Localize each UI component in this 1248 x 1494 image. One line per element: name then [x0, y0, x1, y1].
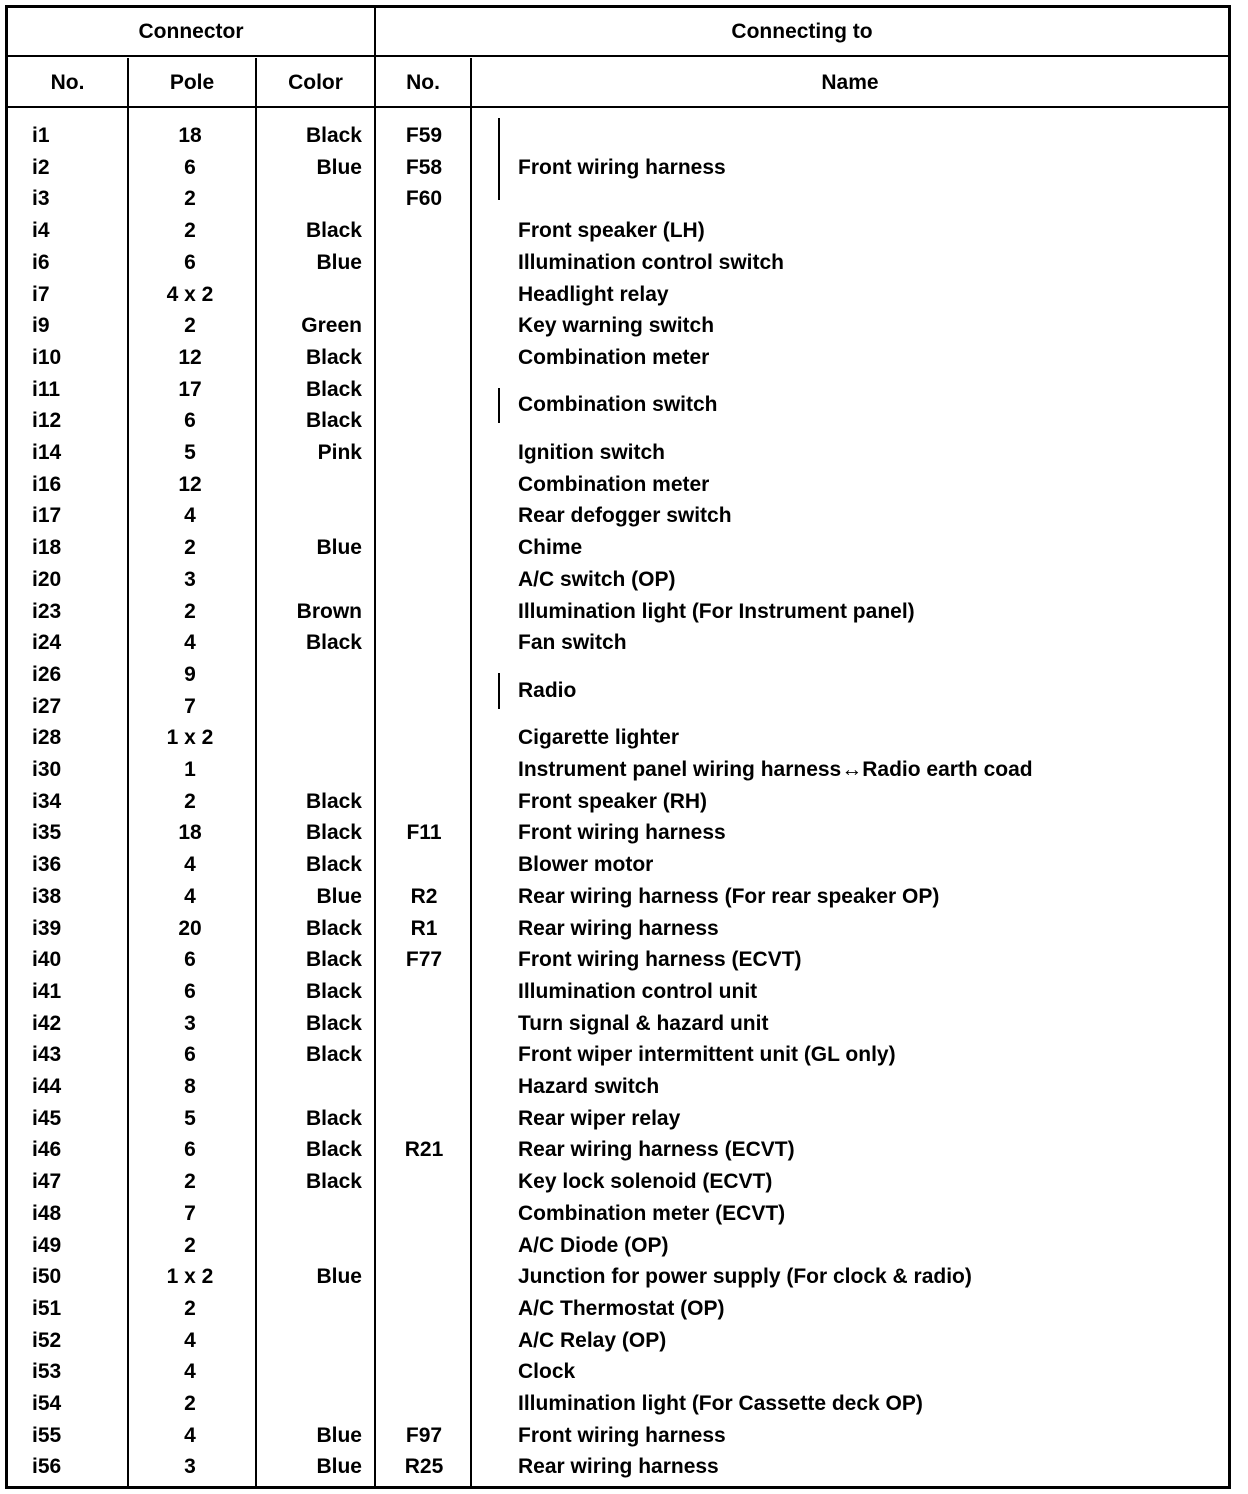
row-name: Combination meter [518, 472, 710, 496]
row-no: i41 [32, 979, 62, 1003]
row-no: i12 [32, 409, 62, 433]
row-no: i52 [32, 1328, 62, 1352]
group-bracket [498, 388, 500, 424]
row-no: i47 [32, 1170, 62, 1194]
row-pole: 4 x 2 [166, 282, 214, 306]
row-color: Blue [316, 1455, 362, 1479]
row-name: Illumination light (For Cassette deck OP) [518, 1392, 923, 1415]
row-name: Clock [518, 1360, 576, 1384]
row-pole: 6 [184, 1138, 196, 1162]
row-no: i42 [32, 1011, 62, 1035]
row-pole: 12 [178, 345, 202, 369]
row-color: Black [305, 124, 362, 147]
row-no: i49 [32, 1233, 62, 1257]
row-no: i14 [32, 441, 62, 464]
row-no: i45 [32, 1106, 62, 1130]
row-pole: 1 x 2 [166, 1265, 214, 1289]
row-pole: 5 [184, 1106, 196, 1130]
row-name: Combination meter (ECVT) [518, 1201, 786, 1225]
row-pole: 2 [184, 219, 196, 243]
row-no: i2 [32, 155, 50, 179]
row-no: i26 [32, 662, 62, 686]
row-name: Front wiper intermittent unit (GL only) [518, 1043, 896, 1067]
col-divider [127, 58, 129, 1489]
row-name: A/C switch (OP) [518, 567, 676, 591]
header-divider [8, 106, 1228, 108]
row-name: Front speaker (RH) [518, 789, 708, 813]
row-name: Rear wiring harness [518, 1455, 719, 1479]
row-no: i51 [32, 1296, 62, 1320]
row-no: i24 [32, 631, 62, 655]
header-divider [8, 55, 1228, 57]
row-pole: 4 [184, 504, 196, 528]
col-divider [470, 58, 472, 1489]
row-color: Blue [316, 1265, 362, 1289]
group-bracket [498, 673, 500, 709]
row-name: Front wiring harness [518, 155, 726, 179]
row-pole: 1 [184, 758, 196, 781]
row-pole: 3 [184, 1011, 196, 1035]
row-conn-no: F77 [405, 948, 443, 972]
col-divider [255, 58, 257, 1489]
row-name: Illumination control switch [518, 250, 785, 274]
row-conn-no: F59 [405, 124, 443, 147]
row-pole: 7 [184, 694, 196, 718]
row-pole: 2 [184, 1233, 196, 1257]
row-pole: 9 [184, 662, 196, 686]
row-no: i4 [32, 219, 50, 243]
row-color: Black [305, 821, 362, 845]
row-no: i10 [32, 345, 62, 369]
row-conn-no: F58 [405, 155, 443, 179]
row-no: i11 [32, 377, 61, 401]
row-pole: 8 [184, 1075, 196, 1098]
row-name: Front speaker (LH) [518, 219, 705, 243]
row-pole: 4 [184, 1423, 196, 1447]
row-no: i38 [32, 884, 62, 908]
row-no: i40 [32, 948, 62, 972]
col-header-no: No. [50, 71, 85, 94]
row-pole: 4 [184, 1360, 196, 1384]
row-pole: 2 [184, 536, 196, 560]
row-no: i3 [32, 187, 50, 211]
row-pole: 4 [184, 631, 196, 655]
group-bracket [498, 118, 500, 200]
row-no: i1 [32, 124, 50, 147]
row-color: Black [305, 631, 362, 655]
row-pole: 6 [184, 155, 196, 179]
row-name: Headlight relay [518, 282, 669, 306]
row-name: Cigarette lighter [518, 726, 680, 750]
row-color: Blue [316, 250, 362, 274]
row-color: Blue [316, 884, 362, 908]
row-color: Black [305, 979, 362, 1003]
row-color: Black [305, 1170, 362, 1194]
row-pole: 6 [184, 409, 196, 433]
row-pole: 17 [178, 377, 202, 401]
row-name: Rear wiper relay [518, 1106, 681, 1130]
col-header-pole: Pole [169, 71, 215, 94]
row-no: i55 [32, 1423, 62, 1447]
row-name: Hazard switch [518, 1075, 660, 1098]
row-conn-no: R25 [404, 1455, 444, 1479]
row-name: Front wiring harness [518, 821, 726, 845]
row-no: i17 [32, 504, 62, 528]
row-name: Illumination control unit [518, 979, 758, 1003]
row-color: Green [301, 314, 362, 338]
row-name: Blower motor [518, 853, 654, 877]
row-name-grouped: Combination switch [518, 393, 718, 417]
row-name: Key lock solenoid (ECVT) [518, 1170, 773, 1194]
row-pole: 2 [184, 789, 196, 813]
row-conn-no: F97 [405, 1423, 443, 1447]
row-color: Black [305, 377, 362, 401]
row-name: Rear defogger switch [518, 504, 732, 528]
row-color: Black [305, 219, 362, 243]
row-no: i16 [32, 472, 62, 496]
row-pole: 2 [184, 1296, 196, 1320]
row-no: i18 [32, 536, 62, 560]
row-no: i36 [32, 853, 62, 877]
group-header-connector: Connector [138, 20, 244, 43]
row-color: Black [305, 345, 362, 369]
row-conn-no: R2 [410, 884, 438, 908]
row-name: Rear wiring harness [518, 916, 719, 940]
row-name: Combination meter [518, 345, 710, 369]
row-pole: 4 [184, 1328, 196, 1352]
row-no: i27 [32, 694, 62, 718]
row-color: Black [305, 789, 362, 813]
row-no: i56 [32, 1455, 62, 1479]
row-pole: 2 [184, 1392, 196, 1415]
row-color: Blue [316, 155, 362, 179]
row-no: i23 [32, 599, 62, 623]
row-pole: 18 [178, 124, 202, 147]
row-pole: 6 [184, 979, 196, 1003]
row-name: Junction for power supply (For clock & radio) [518, 1265, 972, 1289]
row-no: i44 [32, 1075, 62, 1098]
row-pole: 20 [178, 916, 202, 940]
row-name: Illumination light (For Instrument panel) [518, 599, 915, 623]
row-name: Rear wiring harness (For rear speaker OP) [518, 884, 940, 908]
col-header-color: Color [288, 71, 343, 94]
row-color: Pink [317, 441, 362, 464]
row-conn-no: F60 [405, 187, 443, 211]
row-pole: 18 [178, 821, 202, 845]
row-no: i20 [32, 567, 62, 591]
row-color: Black [305, 916, 362, 940]
row-pole: 12 [178, 472, 202, 496]
row-pole: 3 [184, 567, 196, 591]
row-color: Black [305, 1011, 362, 1035]
row-no: i6 [32, 250, 50, 274]
row-pole: 1 x 2 [166, 726, 214, 750]
row-color: Black [305, 1138, 362, 1162]
row-pole: 2 [184, 314, 196, 338]
row-pole: 6 [184, 1043, 196, 1067]
row-name-grouped: Radio [518, 678, 577, 702]
row-color: Black [305, 1106, 362, 1130]
row-pole: 4 [184, 853, 196, 877]
row-color: Black [305, 853, 362, 877]
row-name: Fan switch [518, 631, 627, 655]
row-no: i30 [32, 758, 62, 781]
row-color: Brown [296, 599, 362, 623]
row-name: Rear wiring harness (ECVT) [518, 1138, 795, 1162]
row-name: A/C Relay (OP) [518, 1328, 667, 1352]
row-pole: 4 [184, 884, 196, 908]
row-pole: 3 [184, 1455, 196, 1479]
row-name: Ignition switch [518, 441, 665, 464]
col-header-conn-no: No. [406, 71, 440, 94]
row-name: Instrument panel wiring harness↔Radio earth coad [518, 758, 1033, 781]
row-color: Blue [316, 1423, 362, 1447]
row-name: A/C Thermostat (OP) [518, 1296, 725, 1320]
row-no: i46 [32, 1138, 62, 1162]
row-no: i53 [32, 1360, 62, 1384]
row-pole: 5 [184, 441, 196, 464]
row-color: Black [305, 948, 362, 972]
row-no: i54 [32, 1392, 62, 1415]
row-no: i34 [32, 789, 62, 813]
row-pole: 6 [184, 250, 196, 274]
row-color: Black [305, 409, 362, 433]
row-name: Key warning switch [518, 314, 715, 338]
row-no: i28 [32, 726, 62, 750]
row-no: i9 [32, 314, 50, 338]
row-name: Turn signal & hazard unit [518, 1011, 769, 1035]
row-pole: 2 [184, 187, 196, 211]
row-pole: 7 [184, 1201, 196, 1225]
connector-table [5, 5, 1231, 1489]
row-pole: 2 [184, 599, 196, 623]
row-conn-no: R21 [404, 1138, 444, 1162]
row-conn-no: R1 [410, 916, 438, 940]
row-name: Chime [518, 536, 583, 560]
row-no: i35 [32, 821, 62, 845]
row-name: A/C Diode (OP) [518, 1233, 669, 1257]
col-divider [374, 8, 376, 1489]
row-pole: 2 [184, 1170, 196, 1194]
row-no: i48 [32, 1201, 62, 1225]
row-no: i7 [32, 282, 50, 306]
row-no: i43 [32, 1043, 62, 1067]
row-no: i50 [32, 1265, 62, 1289]
row-color: Blue [316, 536, 362, 560]
row-name: Front wiring harness [518, 1423, 726, 1447]
row-conn-no: F11 [406, 821, 442, 845]
col-header-name: Name [821, 71, 879, 94]
row-color: Black [305, 1043, 362, 1067]
group-header-connecting-to: Connecting to [731, 20, 873, 43]
row-name: Front wiring harness (ECVT) [518, 948, 802, 972]
row-no: i39 [32, 916, 62, 940]
row-pole: 6 [184, 948, 196, 972]
